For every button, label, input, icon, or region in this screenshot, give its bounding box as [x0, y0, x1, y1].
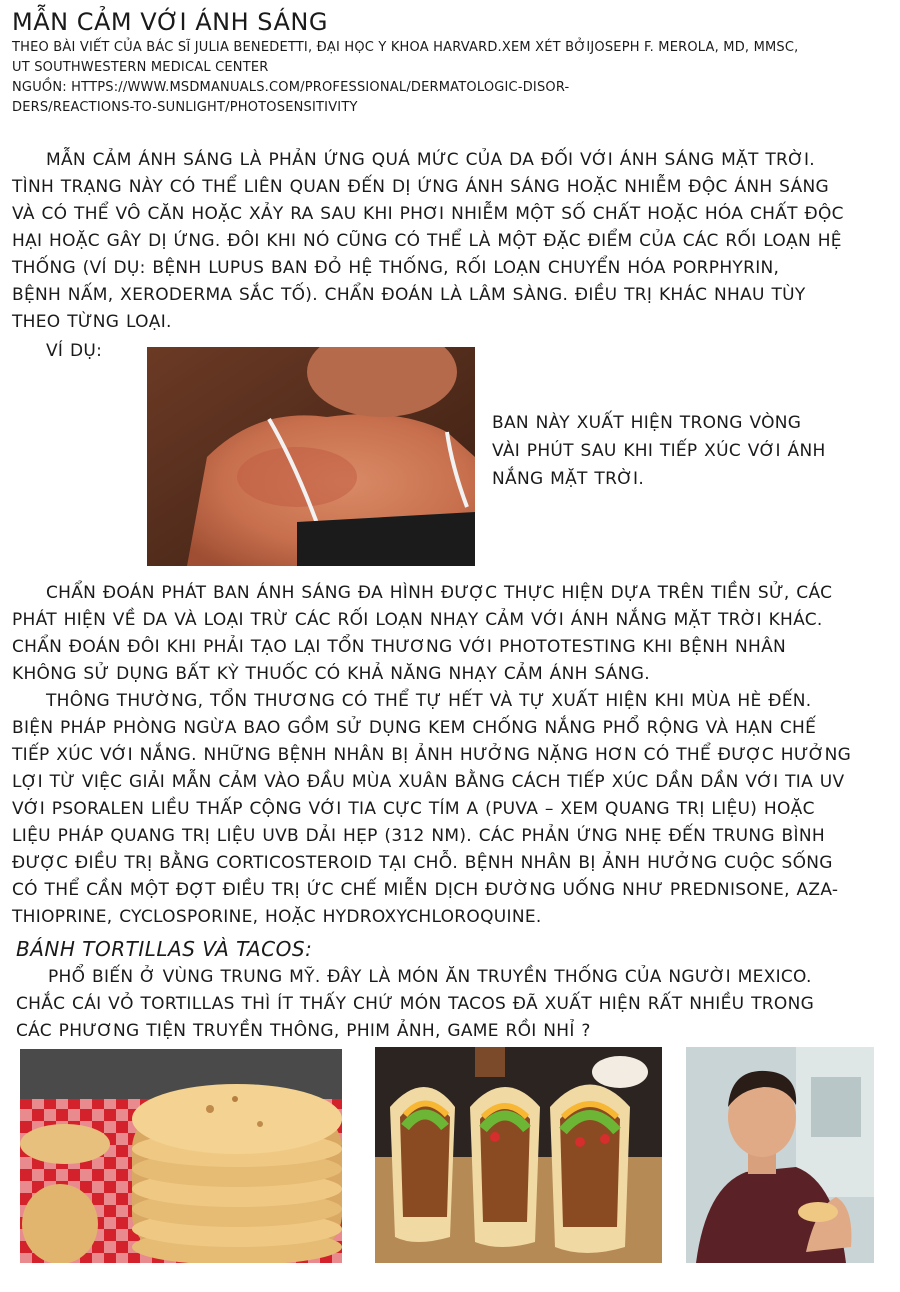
caption-line: VÀI PHÚT SAU KHI TIẾP XÚC VỚI ÁNH	[492, 441, 826, 461]
tacos-line: CHẮC CÁI VỎ TORTILLAS THÌ ÍT THẤY CHỨ MÓN TACOS ĐÃ XUẤT HIỆN RẤT NHIỀU TRONG	[16, 994, 815, 1014]
rash-photo-illustration	[147, 347, 475, 566]
intro-line: TÌNH TRẠNG NÀY CÓ THỂ LIÊN QUAN ĐẾN DỊ ỨNG ÁNH SÁNG HOẶC NHIỄM ĐỘC ÁNH SÁNG	[12, 177, 829, 197]
intro-line: BỆNH NẤM, XERODERMA SẮC TỐ). CHẨN ĐOÁN LÀ LÂM SÀNG. ĐIỀU TRỊ KHÁC NHAU TÙY	[12, 285, 806, 305]
intro-line: MẪN CẢM ÁNH SÁNG LÀ PHẢN ỨNG QUÁ MỨC CỦA DA ĐỐI VỚI ÁNH SÁNG MẶT TRỜI.	[46, 150, 815, 170]
url-line-2[interactable]: DERS/REACTIONS-TO-SUNLIGHT/PHOTOSENSITIVITY	[12, 100, 358, 115]
tacos-photo	[375, 1047, 662, 1263]
body-line: BIỆN PHÁP PHÒNG NGỪA BAO GỒM SỬ DỤNG KEM CHỐNG NẮNG PHỔ RỘNG VÀ HẠN CHẾ	[12, 718, 817, 738]
intro-paragraph	[12, 147, 892, 336]
tortillas-photo	[20, 1049, 342, 1263]
tacos-paragraph	[16, 964, 892, 1045]
tacos-illustration	[375, 1047, 662, 1263]
body-line: PHÁT HIỆN VỀ DA VÀ LOẠI TRỪ CÁC RỐI LOẠN NHẠY CẢM VỚI ÁNH NẮNG MẶT TRỜI KHÁC.	[12, 610, 823, 630]
url-line-1[interactable]: NGUỒN: HTTPS://WWW.MSDMANUALS.COM/PROFESSIONAL/DERMATOLOGIC-DISOR-	[12, 80, 570, 95]
tortillas-illustration	[20, 1049, 342, 1263]
body-line: THIOPRINE, CYCLOSPORINE, HOẶC HYDROXYCHLOROQUINE.	[12, 907, 542, 927]
source-line-2: UT SOUTHWESTERN MEDICAL CENTER	[12, 60, 269, 75]
caption-line: BAN NÀY XUẤT HIỆN TRONG VÒNG	[492, 413, 802, 433]
body-line: CÓ THỂ CẦN MỘT ĐỢT ĐIỀU TRỊ ỨC CHẾ MIỄN DỊCH ĐƯỜNG UỐNG NHƯ PREDNISONE, AZA-	[12, 880, 839, 900]
tacos-line: PHỔ BIẾN Ở VÙNG TRUNG MỸ. ĐÂY LÀ MÓN ĂN TRUYỀN THỐNG CỦA NGƯỜI MEXICO.	[48, 967, 812, 987]
person-eating-taco-photo	[686, 1047, 874, 1263]
intro-line: HẠI HOẶC GÂY DỊ ỨNG. ĐÔI KHI NÓ CŨNG CÓ THỂ LÀ MỘT ĐẶC ĐIỂM CỦA CÁC RỐI LOẠN HỆ	[12, 231, 842, 251]
body-line: KHÔNG SỬ DỤNG BẤT KỲ THUỐC CÓ KHẢ NĂNG NHẠY CẢM ÁNH SÁNG.	[12, 664, 650, 684]
body-line: TIẾP XÚC VỚI NẮNG. NHỮNG BỆNH NHÂN BỊ ẢNH HƯỞNG NẶNG HƠN CÓ THỂ ĐƯỢC HƯỞNG	[12, 745, 852, 765]
person-illustration	[686, 1047, 874, 1263]
body-line: LIỆU PHÁP QUANG TRỊ LIỆU UVB DẢI HẸP (312 NM). CÁC PHẢN ỨNG NHẸ ĐẾN TRUNG BÌNH	[12, 826, 825, 846]
rash-caption	[492, 409, 826, 493]
tacos-section-title: BÁNH TORTILLAS VÀ TACOS:	[16, 937, 313, 961]
intro-line: THỐNG (VÍ DỤ: BỆNH LUPUS BAN ĐỎ HỆ THỐNG, RỐI LOẠN CHUYỂN HÓA PORPHYRIN,	[12, 258, 780, 278]
source-line-1: THEO BÀI VIẾT CỦA BÁC SĨ JULIA BENEDETTI, ĐẠI HỌC Y KHOA HARVARD.XEM XÉT BỞIJOSEPH F. MEROLA, MD, MMSC,	[12, 40, 799, 55]
body-line: ĐƯỢC ĐIỀU TRỊ BẰNG CORTICOSTEROID TẠI CHỖ. BỆNH NHÂN BỊ ẢNH HƯỞNG CUỘC SỐNG	[12, 853, 833, 873]
rash-photo	[147, 347, 475, 566]
diagnosis-paragraph	[12, 580, 892, 931]
body-line: CHẨN ĐOÁN PHÁT BAN ÁNH SÁNG ĐA HÌNH ĐƯỢC THỰC HIỆN DỰA TRÊN TIỀN SỬ, CÁC	[46, 583, 833, 603]
example-label: VÍ DỤ:	[46, 341, 103, 361]
body-line: CHẨN ĐOÁN ĐÔI KHI PHẢI TẠO LẠI TỔN THƯƠNG VỚI PHOTOTESTING KHI BỆNH NHÂN	[12, 637, 787, 657]
body-line: THÔNG THƯỜNG, TỔN THƯƠNG CÓ THỂ TỰ HẾT VÀ TỰ XUẤT HIỆN KHI MÙA HÈ ĐẾN.	[46, 691, 812, 711]
article-title: MẪN CẢM VỚI ÁNH SÁNG	[12, 8, 328, 36]
tacos-line: CÁC PHƯƠNG TIỆN TRUYỀN THÔNG, PHIM ẢNH, GAME RỒI NHỈ ?	[16, 1021, 591, 1041]
body-line: LỢI TỪ VIỆC GIẢI MẪN CẢM VÀO ĐẦU MÙA XUÂN BẰNG CÁCH TIẾP XÚC DẦN DẦN VỚI TIA UV	[12, 772, 845, 792]
intro-line: VÀ CÓ THỂ VÔ CĂN HOẶC XẢY RA SAU KHI PHƠI NHIỄM MỘT SỐ CHẤT HOẶC HÓA CHẤT ĐỘC	[12, 204, 844, 224]
caption-line: NẮNG MẶT TRỜI.	[492, 469, 645, 489]
intro-line: THEO TỪNG LOẠI.	[12, 312, 172, 332]
body-line: VỚI PSORALEN LIỀU THẤP CỘNG VỚI TIA CỰC TÍM A (PUVA – XEM QUANG TRỊ LIỆU) HOẶC	[12, 799, 815, 819]
